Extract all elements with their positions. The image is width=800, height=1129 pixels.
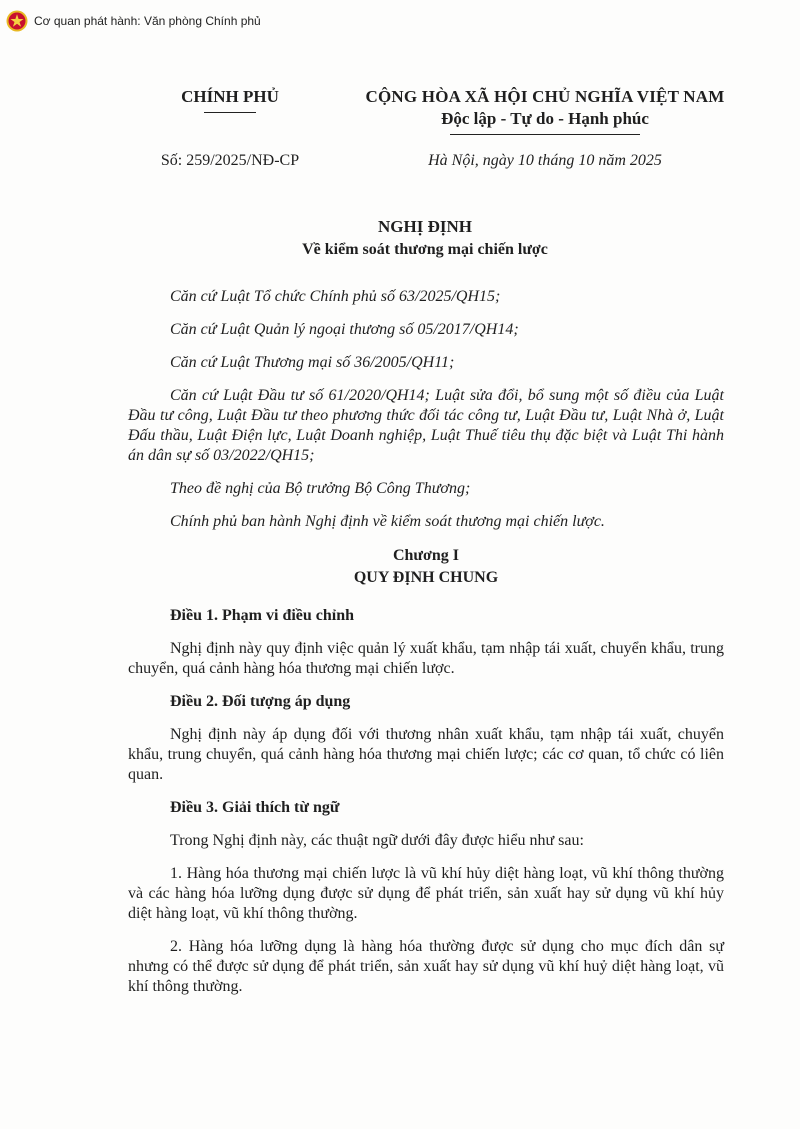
document-number: Số: 259/2025/NĐ-CP [160, 152, 300, 169]
article-paragraph: Nghị định này áp dụng đối với thương nhân xuất khẩu, tạm nhập tái xuất, chuyển khẩu, trung chuyển, quá cảnh hàng hóa thương mại chiến lược; các cơ quan, tổ chức có liên quan. [128, 726, 724, 783]
chapter-number: Chương I [392, 547, 460, 564]
nation-name: CỘNG HÒA XÃ HỘI CHỦ NGHĨA VIỆT NAM [365, 87, 725, 106]
motto-underline [450, 134, 640, 135]
article-paragraph: Nghị định này quy định việc quản lý xuất khẩu, tạm nhập tái xuất, chuyển khẩu, trung chuyển, quá cảnh hàng hóa thương mại chiến lược. [128, 640, 724, 677]
article-paragraph: Trong Nghị định này, các thuật ngữ dưới đây được hiểu như sau: [170, 832, 584, 849]
preamble-item: Căn cứ Luật Tổ chức Chính phủ số 63/2025/QH15; [170, 288, 501, 305]
agency-block [150, 86, 310, 113]
place-and-date: Hà Nội, ngày 10 tháng 10 năm 2025 [428, 152, 662, 169]
preamble-item: Căn cứ Luật Thương mại số 36/2005/QH11; [170, 354, 455, 371]
national-motto: Độc lập - Tự do - Hạnh phúc [441, 109, 649, 128]
article-heading: Điều 1. Phạm vi điều chỉnh [170, 607, 355, 624]
document-type: NGHỊ ĐỊNH [378, 217, 472, 236]
national-emblem-icon [6, 10, 28, 32]
issuer-bar [6, 8, 261, 34]
preamble-item: Theo đề nghị của Bộ trưởng Bộ Công Thương; [170, 480, 471, 497]
article-paragraph: 2. Hàng hóa lưỡng dụng là hàng hóa thường được sử dụng cho mục đích dân sự nhưng có thể được sử dụng để phát triển, sản xuất hay sử dụng vũ khí huỷ diệt hàng loạt, vũ khí thông thường. [128, 938, 724, 995]
agency-underline [204, 112, 256, 113]
article-paragraph: 1. Hàng hóa thương mại chiến lược là vũ khí hủy diệt hàng loạt, vũ khí thông thường và các hàng hóa lưỡng dụng được sử dụng để phát triển, sản xuất hay sử dụng vũ khí hủy diệt hàng loạt, vũ khí thông thường. [128, 865, 724, 922]
issuer-label: Cơ quan phát hành: Văn phòng Chính phủ [34, 14, 261, 28]
chapter-title: QUY ĐỊNH CHUNG [353, 569, 499, 586]
document-body [128, 287, 724, 1010]
document-subject: Về kiểm soát thương mại chiến lược [302, 241, 548, 258]
preamble-item: Căn cứ Luật Đầu tư số 61/2020/QH14; Luật sửa đổi, bổ sung một số điều của Luật Đầu tư công, Luật Đầu tư theo phương thức đối tác công tư, Luật Đầu tư, Luật Nhà ở, Luật Đấu thầu, Luật Điện lực, Luật Doanh nghiệp, Luật Thuế tiêu thụ đặc biệt và Luật Thi hành án dân sự số 03/2022/QH15; [128, 387, 724, 464]
article-heading: Điều 3. Giải thích từ ngữ [170, 799, 340, 816]
agency-name: CHÍNH PHỦ [181, 87, 279, 106]
national-heading [345, 86, 745, 135]
preamble-item: Chính phủ ban hành Nghị định về kiểm soát thương mại chiến lược. [170, 513, 605, 530]
preamble-item: Căn cứ Luật Quản lý ngoại thương số 05/2017/QH14; [170, 321, 519, 338]
article-heading: Điều 2. Đối tượng áp dụng [170, 693, 351, 710]
